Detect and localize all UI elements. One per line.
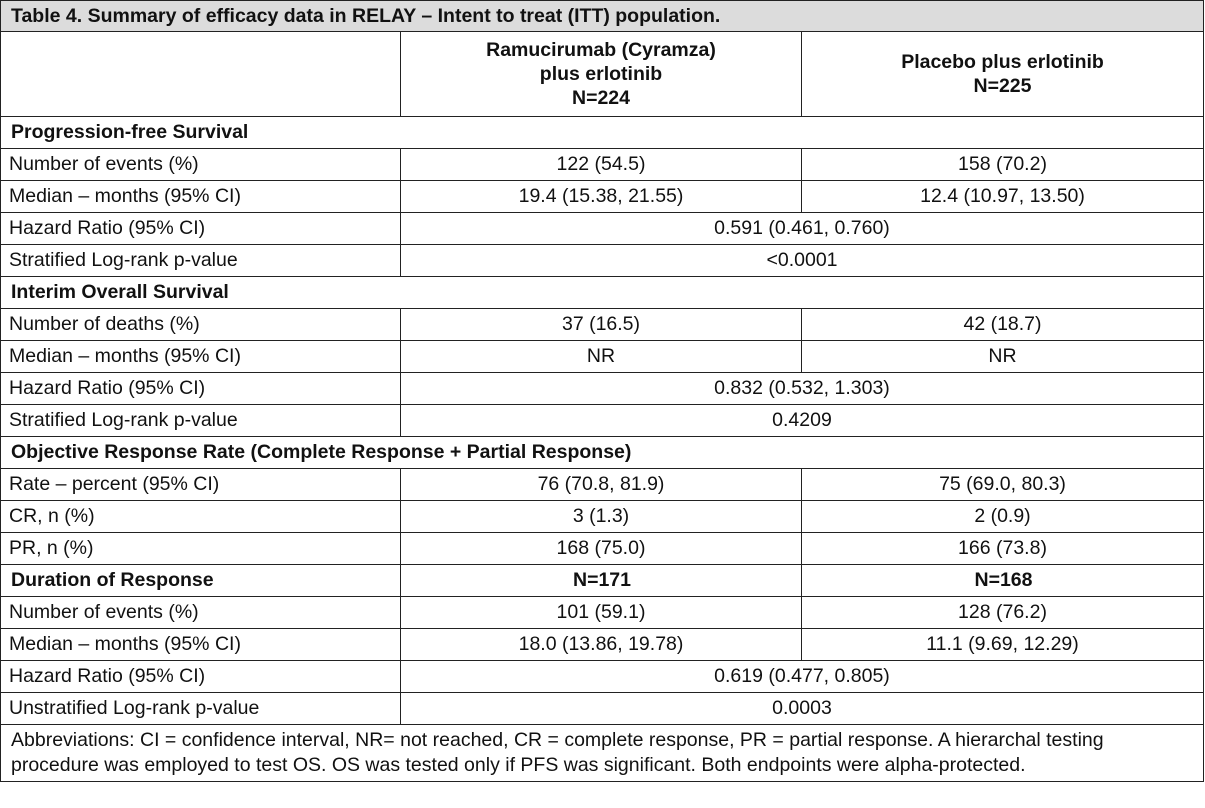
section-header-row bbox=[1, 565, 1204, 597]
table-row bbox=[1, 341, 1204, 373]
column-header-line: plus erlotinib bbox=[539, 63, 663, 85]
cell-value-placebo: 2 (0.9) bbox=[802, 501, 1204, 533]
cell-value-ramucirumab: 168 (75.0) bbox=[401, 533, 802, 565]
cell-value-ramucirumab: 3 (1.3) bbox=[401, 501, 802, 533]
cell-value-ramucirumab: NR bbox=[401, 341, 802, 373]
row-label: Stratified Log-rank p-value bbox=[1, 245, 401, 277]
row-label: PR, n (%) bbox=[1, 533, 401, 565]
row-label: Rate – percent (95% CI) bbox=[1, 469, 401, 501]
row-label: Number of events (%) bbox=[1, 149, 401, 181]
cell-value-combined: 0.591 (0.461, 0.760) bbox=[401, 213, 1204, 245]
section-title: Duration of Response bbox=[1, 565, 401, 597]
table-row bbox=[1, 405, 1204, 437]
cell-value-placebo: 11.1 (9.69, 12.29) bbox=[802, 629, 1204, 661]
row-label: Median – months (95% CI) bbox=[1, 181, 401, 213]
table-row bbox=[1, 693, 1204, 725]
abbreviations-footnote: Abbreviations: CI = confidence interval, NR= not reached, CR = complete response, PR = partial response. A hierarchal testing procedure was employed to test OS. OS was tested only if PFS was significant. Both endpoints were alpha-protected. bbox=[1, 725, 1204, 782]
cell-value-ramucirumab: 101 (59.1) bbox=[401, 597, 802, 629]
cell-value-combined: 0.0003 bbox=[401, 693, 1204, 725]
row-label: Number of events (%) bbox=[1, 597, 401, 629]
cell-value-combined: 0.832 (0.532, 1.303) bbox=[401, 373, 1204, 405]
column-header-line: N=225 bbox=[973, 75, 1032, 97]
column-header-line: N=224 bbox=[571, 87, 630, 109]
table-caption: Table 4. Summary of efficacy data in RELAY – Intent to treat (ITT) population. bbox=[1, 1, 1204, 32]
section-header-row bbox=[1, 117, 1204, 149]
table-row bbox=[1, 469, 1204, 501]
row-label: Hazard Ratio (95% CI) bbox=[1, 213, 401, 245]
row-label: Number of deaths (%) bbox=[1, 309, 401, 341]
section-n-ramucirumab: N=171 bbox=[401, 565, 802, 597]
table-caption-row bbox=[1, 1, 1204, 32]
row-label: Hazard Ratio (95% CI) bbox=[1, 373, 401, 405]
table-row bbox=[1, 629, 1204, 661]
row-label: Unstratified Log-rank p-value bbox=[1, 693, 401, 725]
row-label: Stratified Log-rank p-value bbox=[1, 405, 401, 437]
column-header-row bbox=[1, 32, 1204, 117]
section-header-row bbox=[1, 277, 1204, 309]
column-header-placebo bbox=[802, 32, 1204, 117]
table-row bbox=[1, 245, 1204, 277]
table-row bbox=[1, 309, 1204, 341]
table-row bbox=[1, 149, 1204, 181]
cell-value-combined: 0.619 (0.477, 0.805) bbox=[401, 661, 1204, 693]
cell-value-placebo: 166 (73.8) bbox=[802, 533, 1204, 565]
cell-value-placebo: 12.4 (10.97, 13.50) bbox=[802, 181, 1204, 213]
cell-value-combined: <0.0001 bbox=[401, 245, 1204, 277]
cell-value-placebo: NR bbox=[802, 341, 1204, 373]
column-header-empty bbox=[1, 32, 401, 117]
row-label: CR, n (%) bbox=[1, 501, 401, 533]
column-header-line: Placebo plus erlotinib bbox=[901, 51, 1104, 73]
table-row bbox=[1, 597, 1204, 629]
cell-value-placebo: 158 (70.2) bbox=[802, 149, 1204, 181]
table-row bbox=[1, 213, 1204, 245]
cell-value-ramucirumab: 76 (70.8, 81.9) bbox=[401, 469, 802, 501]
table-row bbox=[1, 373, 1204, 405]
row-label: Hazard Ratio (95% CI) bbox=[1, 661, 401, 693]
table-row bbox=[1, 181, 1204, 213]
cell-value-ramucirumab: 37 (16.5) bbox=[401, 309, 802, 341]
column-header-line: Ramucirumab (Cyramza) bbox=[486, 39, 716, 61]
cell-value-placebo: 42 (18.7) bbox=[802, 309, 1204, 341]
cell-value-ramucirumab: 18.0 (13.86, 19.78) bbox=[401, 629, 802, 661]
table-row bbox=[1, 661, 1204, 693]
table-row bbox=[1, 501, 1204, 533]
footnote-row bbox=[1, 725, 1204, 782]
cell-value-placebo: 128 (76.2) bbox=[802, 597, 1204, 629]
cell-value-placebo: 75 (69.0, 80.3) bbox=[802, 469, 1204, 501]
table-row bbox=[1, 533, 1204, 565]
section-n-placebo: N=168 bbox=[802, 565, 1204, 597]
section-title: Interim Overall Survival bbox=[1, 277, 1204, 309]
cell-value-ramucirumab: 122 (54.5) bbox=[401, 149, 802, 181]
column-header-ramucirumab bbox=[401, 32, 802, 117]
row-label: Median – months (95% CI) bbox=[1, 341, 401, 373]
cell-value-combined: 0.4209 bbox=[401, 405, 1204, 437]
row-label: Median – months (95% CI) bbox=[1, 629, 401, 661]
section-title: Progression-free Survival bbox=[1, 117, 1204, 149]
section-title: Objective Response Rate (Complete Response + Partial Response) bbox=[1, 437, 1204, 469]
section-header-row bbox=[1, 437, 1204, 469]
cell-value-ramucirumab: 19.4 (15.38, 21.55) bbox=[401, 181, 802, 213]
